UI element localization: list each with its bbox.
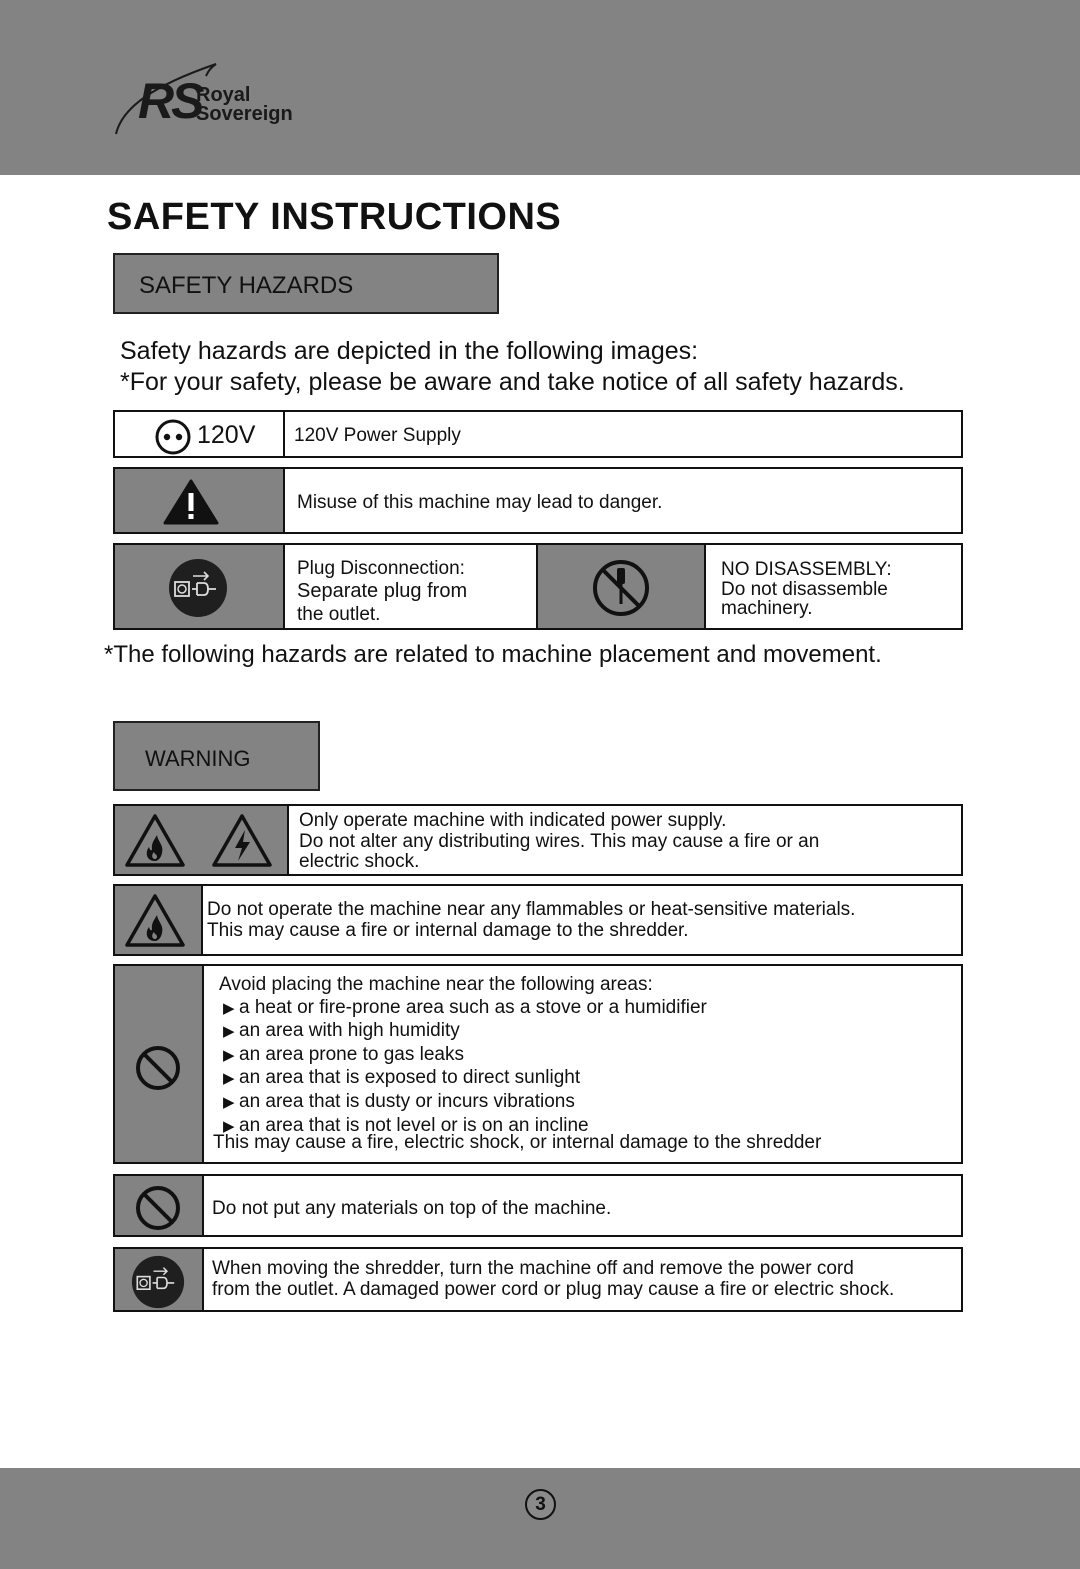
bullet-arrow-icon: ▶ (223, 1023, 235, 1041)
fire-hazard-icon (124, 813, 186, 869)
unplug-line-2: Separate plug from (297, 580, 468, 602)
placement-intro: Avoid placing the machine near the following areas: (219, 974, 653, 995)
logo-line-2: Sovereign (196, 103, 293, 125)
no-disassembly-icon (591, 558, 651, 618)
prohibited-icon (134, 1184, 182, 1232)
hazards-intro-line-2: *For your safety, please be aware and take notice of all safety hazards. (120, 368, 905, 396)
disassembly-line-2: Do not disassemble (721, 578, 888, 600)
flammables-warning-text (207, 899, 855, 941)
disassembly-line-1: NO DISASSEMBLY: (721, 559, 892, 580)
bullet-arrow-icon: ▶ (223, 1070, 235, 1088)
placement-outro: This may cause a fire, electric shock, or internal damage to the shredder (213, 1132, 822, 1153)
plug-disassembly-row (113, 543, 963, 630)
unplug-symbol-cell (115, 545, 285, 628)
bullet-arrow-icon: ▶ (223, 1093, 235, 1111)
placement-item: ▶ a heat or fire-prone area such as a stove or a humidifier (223, 997, 707, 1021)
top-materials-warning-row (113, 1174, 963, 1237)
bullet-arrow-icon: ▶ (223, 1046, 235, 1064)
disassembly-line-3: machinery. (721, 598, 813, 619)
placement-item: ▶ an area that is dusty or incurs vibrations (223, 1091, 707, 1115)
disassembly-text (721, 560, 892, 619)
flammable-icon (124, 893, 186, 949)
misuse-row (113, 467, 963, 534)
flammables-symbol-cell (115, 886, 203, 954)
power-supply-row (113, 410, 963, 458)
flammables-warning-row (113, 884, 963, 956)
logo-line-1: Royal (196, 84, 251, 106)
power-supply-warning-text (299, 811, 819, 873)
power-supply-warning-line-2: Do not alter any distributing wires. This may cause a fire or an (299, 830, 820, 852)
flammables-warning-line-2: This may cause a fire or internal damage to the shredder. (207, 920, 689, 941)
placement-item: ▶ an area that is not level or is on an incline (223, 1115, 707, 1139)
placement-movement-note: *The following hazards are related to machine placement and movement. (104, 641, 882, 668)
disassembly-symbol-cell (536, 545, 706, 628)
warning-label: WARNING (113, 721, 320, 791)
brand-logo (112, 58, 322, 140)
safety-hazards-label: SAFETY HAZARDS (113, 253, 499, 314)
moving-warning-text (212, 1258, 894, 1300)
bullet-arrow-icon: ▶ (223, 999, 235, 1017)
voltage-label: 120V (197, 421, 256, 449)
hazards-intro-line-1: Safety hazards are depicted in the following images: (120, 337, 699, 365)
flammables-warning-line-1: Do not operate the machine near any flammables or heat-sensitive materials. (207, 899, 856, 920)
unplug-line-3: the outlet. (297, 604, 381, 625)
bullet-arrow-icon: ▶ (223, 1117, 235, 1135)
placement-warning-row (113, 964, 963, 1164)
unplug-line-1: Plug Disconnection: (297, 558, 465, 579)
placement-symbol-cell (115, 966, 204, 1162)
power-supply-text: 120V Power Supply (294, 425, 461, 446)
power-supply-warning-row (113, 804, 963, 876)
placement-list (223, 997, 707, 1139)
power-supply-warning-line-1: Only operate machine with indicated power supply. (299, 810, 727, 831)
page-title: SAFETY INSTRUCTIONS (107, 196, 562, 238)
unplug-text (297, 557, 467, 626)
top-materials-text: Do not put any materials on top of the machine. (212, 1198, 612, 1219)
electric-shock-icon (211, 813, 273, 869)
placement-item: ▶ an area that is exposed to direct sunlight (223, 1067, 707, 1091)
fire-shock-symbol-cell (115, 806, 289, 874)
logo-initials: RS (138, 73, 202, 129)
misuse-text: Misuse of this machine may lead to danger. (297, 492, 663, 513)
moving-warning-line-1: When moving the shredder, turn the machine off and remove the power cord (212, 1258, 854, 1279)
top-materials-symbol-cell (115, 1176, 204, 1235)
moving-warning-line-2: from the outlet. A damaged power cord or plug may cause a fire or electric shock. (212, 1279, 895, 1300)
prohibited-icon (134, 1044, 182, 1092)
moving-symbol-cell (115, 1249, 204, 1310)
unplug-icon (168, 558, 228, 618)
moving-warning-row (113, 1247, 963, 1312)
unplug-icon (131, 1255, 185, 1309)
placement-item: ▶ an area prone to gas leaks (223, 1044, 707, 1068)
misuse-symbol-cell (115, 469, 285, 532)
power-supply-warning-line-3: electric shock. (299, 851, 420, 872)
power-supply-symbol-cell (115, 412, 285, 456)
outlet-icon (155, 419, 191, 455)
placement-item: ▶ an area with high humidity (223, 1020, 707, 1044)
caution-triangle-icon (162, 478, 220, 526)
page-number: 3 (525, 1489, 556, 1520)
logo-wordmark (196, 86, 293, 124)
